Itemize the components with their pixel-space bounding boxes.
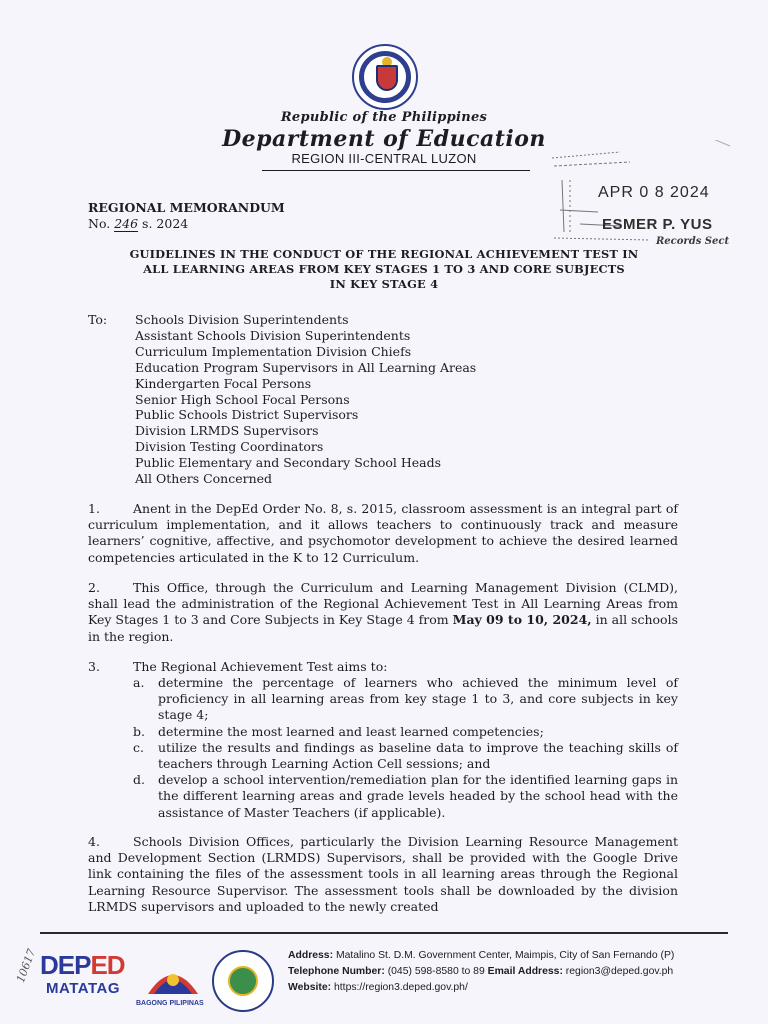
phone-label: Telephone Number: xyxy=(288,966,385,977)
memo-number: 246 xyxy=(114,216,139,231)
website-link[interactable]: https://region3.deped.gov.ph/ xyxy=(334,982,468,993)
paragraph-4 xyxy=(88,834,678,915)
recipient-list xyxy=(135,312,476,487)
paragraph-text: Schools Division Offices, particularly the Division Learning Resource Management and Development Section (LRMDS) Supervisors, shall be provided with the Google Drive link containing the files of the assessment tools in all learning areas through the Regional Learning Resource Supervisor. The assessment tools shall be downloaded by the division LRMDS supervisors and uploaded to the newly created xyxy=(88,834,678,914)
recipient-item: Public Elementary and Secondary School Heads xyxy=(135,455,442,471)
aim-item xyxy=(133,675,678,724)
stamp-office: Records Sect xyxy=(656,236,730,247)
subject-line: GUIDELINES IN THE CONDUCT OF THE REGIONAL ACHIEVEMENT TEST IN xyxy=(129,247,639,261)
region-seal-logo xyxy=(212,950,274,1012)
header-divider xyxy=(262,170,530,171)
recipient-item: Senior High School Focal Persons xyxy=(135,391,350,407)
recipient-item: Curriculum Implementation Division Chiefs xyxy=(135,343,412,359)
department-heading: Department of Education xyxy=(222,126,546,152)
aim-letter: b. xyxy=(133,723,145,739)
recipient-item: Education Program Supervisors in All Learning Areas xyxy=(135,359,477,375)
stamp-date: APR 0 8 2024 xyxy=(598,184,710,201)
address-line xyxy=(288,948,674,964)
paragraph-number: 1. xyxy=(88,501,100,516)
deped-logo-text-accent: ED xyxy=(90,950,125,980)
recipient-item: Kindergarten Focal Persons xyxy=(135,375,312,391)
paragraph-text: This Office, through the Curriculum and Learning Management Division (CLMD), shall lead the administration of the Regional Achievement Test in All Learning Areas from Key Stages 1 to 3 and Core Subjects in Key Stage 4 from xyxy=(88,580,678,628)
aim-text: utilize the results and findings as baseline data to improve the teaching skills of teachers through Learning Action Cell sessions; and xyxy=(158,739,678,772)
paragraph-number: 3. xyxy=(88,659,100,674)
memo-series: s. 2024 xyxy=(142,216,189,231)
region-heading: REGION III-CENTRAL LUZON xyxy=(291,151,477,166)
subject-line: IN KEY STAGE 4 xyxy=(329,277,439,291)
bagong-pilipinas-logo xyxy=(140,950,206,1000)
aim-item xyxy=(133,724,678,740)
paragraph-text-end: in all schools in the region. xyxy=(88,612,678,644)
deped-seal-logo xyxy=(352,44,418,110)
subject-line: ALL LEARNING AREAS FROM KEY STAGES 1 TO 3 AND CORE SUBJECTS xyxy=(143,262,625,276)
aim-item xyxy=(133,772,678,821)
recipient-item: Assistant Schools Division Superintendents xyxy=(135,327,411,343)
recipient-item: All Others Concerned xyxy=(135,471,273,487)
bagong-pilipinas-text: BAGONG PILIPINAS xyxy=(136,1000,204,1007)
footer-divider xyxy=(40,932,728,934)
republic-heading: Republic of the Philippines xyxy=(280,110,488,125)
paragraph-text: Anent in the DepEd Order No. 8, s. 2015, classroom assessment is an integral part of curriculum implementation, and it allows teachers to continuously track and measure learners’ cognitive, affective, and psychomotor development to achieve the desired learned competencies articulated in the K to 12 Curriculum. xyxy=(88,501,678,565)
phone-value: (045) 598-8580 to 89 xyxy=(387,966,485,977)
aim-letter: c. xyxy=(133,739,144,755)
aim-text: develop a school intervention/remediation plan for the identified learning gaps in the different learning areas and grade levels headed by the school head with the assistance of Master Teachers (if applicable). xyxy=(158,772,678,820)
memo-type: REGIONAL MEMORANDUM xyxy=(88,200,285,215)
aim-letter: d. xyxy=(133,772,145,788)
recipient-item: Public Schools District Supervisors xyxy=(135,407,359,423)
website-line xyxy=(288,980,674,996)
paragraph-1 xyxy=(88,501,678,566)
aim-text: determine the most learned and least learned competencies; xyxy=(158,723,544,739)
aims-list xyxy=(133,675,678,821)
aim-text: determine the percentage of learners who achieved the minimum level of proficiency in all learning areas from key stage 1 to 3, and core subjects in key stage 4; xyxy=(158,675,678,723)
test-date: May 09 to 10, 2024, xyxy=(452,612,592,628)
memo-subject xyxy=(88,247,680,292)
paragraph-2 xyxy=(88,580,678,645)
paragraph-number: 2. xyxy=(88,580,100,595)
email-value[interactable]: region3@deped.gov.ph xyxy=(565,966,674,977)
deped-logo-text: DEP xyxy=(40,950,91,980)
address-label: Address: xyxy=(288,950,334,961)
paragraph-number: 4. xyxy=(88,834,100,849)
recipient-item: Division Testing Coordinators xyxy=(135,439,324,455)
stamp-receiver-name: ESMER P. YUS xyxy=(602,216,713,233)
aim-item xyxy=(133,740,678,772)
memo-number-prefix: No. xyxy=(88,216,111,231)
handwritten-number: 10617 xyxy=(14,947,39,985)
phone-email-line xyxy=(288,964,674,980)
email-label: Email Address: xyxy=(487,966,563,977)
aim-letter: a. xyxy=(133,675,145,690)
matatag-logo: MATATAG xyxy=(46,980,121,997)
recipient-item: Schools Division Superintendents xyxy=(135,312,349,327)
recipient-item: Division LRMDS Supervisors xyxy=(135,423,319,439)
contact-info xyxy=(288,948,674,996)
paragraph-3-intro xyxy=(88,659,678,675)
address-value: Matalino St. D.M. Government Center, Maimpis, City of San Fernando (P) xyxy=(335,950,675,961)
website-label: Website: xyxy=(288,982,332,993)
paragraph-text: The Regional Achievement Test aims to: xyxy=(133,659,388,674)
to-label: To: xyxy=(88,312,108,327)
deped-logo xyxy=(40,950,125,981)
memo-number-line xyxy=(88,216,188,232)
